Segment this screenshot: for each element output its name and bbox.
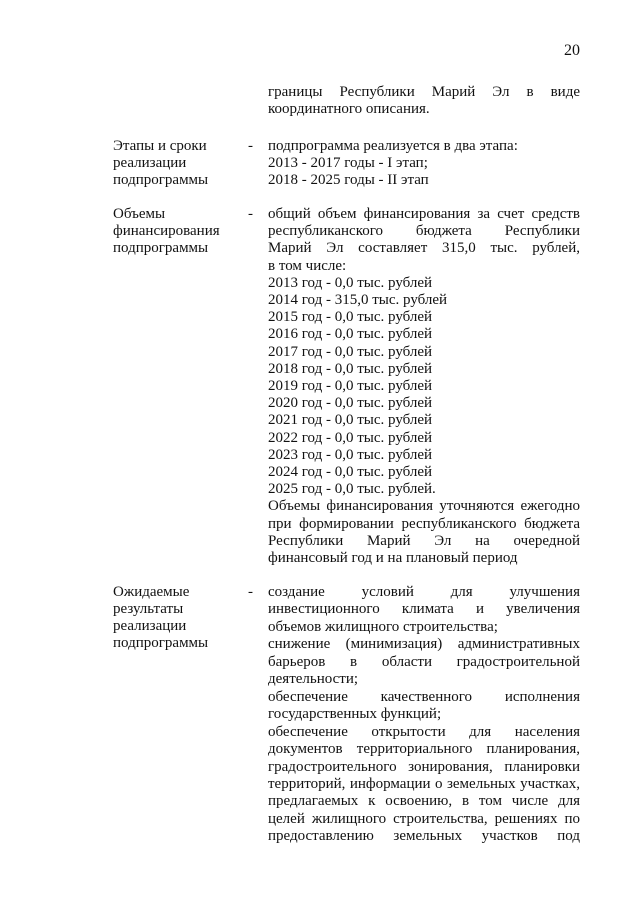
row-label-line: финансирования (113, 223, 220, 239)
row-label-line: Объемы (113, 206, 166, 222)
row-text-line: территорий, информации о земельных участках, (268, 775, 580, 792)
row-text-line: предоставлению земельных участков под (268, 828, 580, 845)
row-dash: - (248, 138, 253, 154)
row-text-line: Объемы финансирования уточняются ежегодно (268, 498, 580, 515)
row-label-line: Ожидаемые (113, 584, 190, 600)
row-label-line: подпрограммы (113, 635, 209, 651)
row-text-line: 2015 год - 0,0 тыс. рублей (268, 309, 433, 326)
row-label-line: результаты (113, 601, 184, 617)
row-text-line: инвестиционного климата и увеличения (268, 601, 580, 618)
row-label-line: реализации (113, 155, 187, 171)
row-text-line: обеспечение качественного исполнения (268, 688, 580, 705)
row-text-line: 2023 год - 0,0 тыс. рублей (268, 446, 433, 463)
row-text-line: финансовый год и на плановый период (268, 550, 518, 566)
row-text-line: государственных функций; (268, 706, 442, 723)
row-text-line: общий объем финансирования за счет средств (268, 206, 580, 222)
row-text-line: 2024 год - 0,0 тыс. рублей (268, 464, 433, 480)
row-text-line: 2018 - 2025 годы - II этап (268, 172, 429, 188)
row-label-line: Этапы и сроки (113, 138, 207, 154)
row-text-line: градостроительного зонирования, планировки (268, 758, 580, 775)
row-text-line: 2019 год - 0,0 тыс. рублей (268, 378, 433, 394)
row-text-line: 2014 год - 315,0 тыс. рублей (268, 292, 448, 308)
row-text-line: предлагаемых к освоению, в том числе для (268, 793, 580, 810)
row-text-line: Марий Эл составляет 315,0 тыс. рублей, (268, 240, 580, 257)
row-text-line: 2021 год - 0,0 тыс. рублей (268, 412, 433, 429)
row-text-line: 2017 год - 0,0 тыс. рублей (268, 343, 433, 360)
row-text-line: документов территориального планирования, (268, 741, 580, 758)
row-text-line: деятельности; (268, 671, 359, 688)
row-text-line: подпрограмма реализуется в два этапа: (268, 138, 518, 154)
page-number: 20 (564, 42, 580, 59)
row-text-line: снижение (минимизация) административных (268, 636, 580, 653)
row-text-line: 2025 год - 0,0 тыс. рублей. (268, 481, 436, 498)
row-text-line: Республики Марий Эл на очередной (268, 532, 580, 549)
row-dash: - (248, 206, 253, 222)
row-text-line: объемов жилищного строительства; (268, 618, 498, 635)
row-label-line: реализации (113, 618, 187, 634)
row-label-line: подпрограммы (113, 240, 209, 256)
row-text-line: 2013 год - 0,0 тыс. рублей (268, 274, 433, 291)
row-dash: - (248, 584, 253, 600)
row-text-line: координатного описания. (268, 101, 430, 117)
row-text-line: республиканского бюджета Республики (268, 223, 580, 240)
row-text-line: 2020 год - 0,0 тыс. рублей (268, 395, 433, 412)
row-text-line: целей жилищного строительства, решениях по (268, 810, 580, 827)
row-text-line: обеспечение открытости для населения (268, 723, 580, 740)
row-text-line: 2016 год - 0,0 тыс. рублей (268, 326, 433, 343)
row-text-line: в том числе: (268, 257, 347, 274)
row-text-line: 2018 год - 0,0 тыс. рублей (268, 360, 433, 377)
row-text-line: барьеров в области градостроительной (268, 653, 580, 670)
row-text-line: 2022 год - 0,0 тыс. рублей (268, 429, 433, 446)
row-label-line: подпрограммы (113, 172, 209, 188)
row-text-line: создание условий для улучшения (268, 584, 580, 600)
row-text-line: границы Республики Марий Эл в виде (268, 84, 580, 100)
row-text-line: при формировании республиканского бюджета (268, 515, 580, 532)
row-text-line: 2013 - 2017 годы - I этап; (268, 155, 428, 171)
